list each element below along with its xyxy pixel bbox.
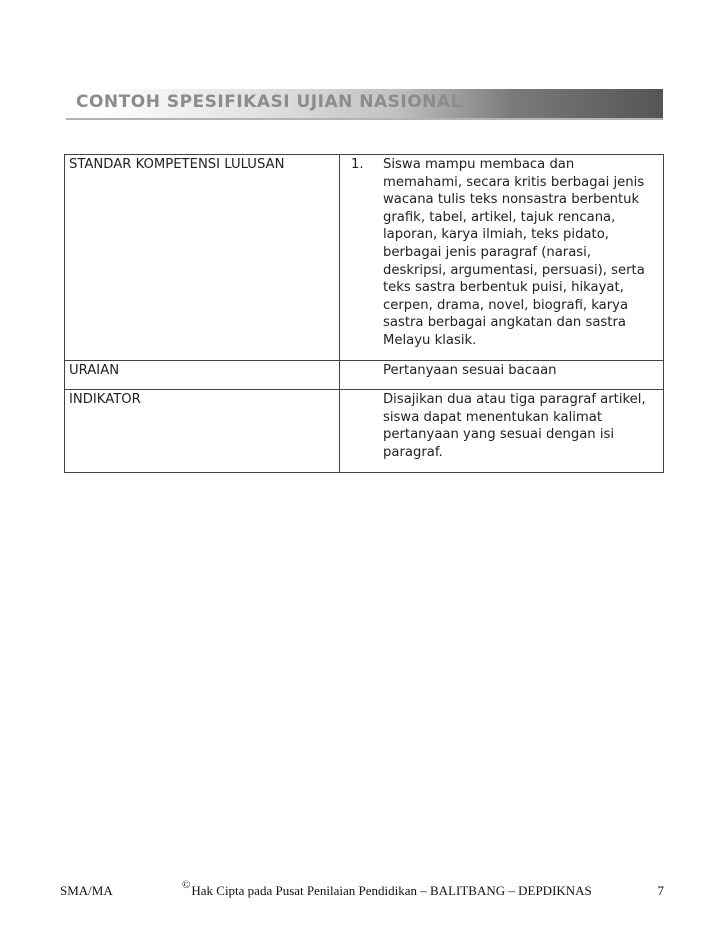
row-number	[340, 360, 384, 390]
table-row-uraian	[65, 360, 664, 390]
footer-school-level: SMA/MA	[60, 883, 113, 898]
row-number	[340, 390, 384, 472]
row-label: URAIAN	[65, 360, 340, 390]
footer-copyright-text: Hak Cipta pada Pusat Penilaian Pendidikan – BALITBANG – DEPDIKNAS	[191, 883, 592, 898]
section-title: CONTOH SPESIFIKASI UJIAN NASIONAL	[76, 92, 462, 112]
row-label: STANDAR KOMPETENSI LULUSAN	[65, 155, 340, 361]
row-number: 1.	[340, 155, 384, 361]
row-text: Pertanyaan sesuai bacaan	[383, 360, 664, 390]
row-text: Disajikan dua atau tiga paragraf artikel, siswa dapat menentukan kalimat pertanyaan yang sesuai dengan isi paragraf.	[383, 390, 664, 472]
table-row-indikator	[65, 390, 664, 472]
row-label: INDIKATOR	[65, 390, 340, 472]
row-text: Siswa mampu membaca dan memahami, secara kritis berbagai jenis wacana tulis teks nonsastra berbentuk grafik, tabel, artikel, tajuk rencana, laporan, karya ilmiah, teks pidato, berbagai jenis paragraf (narasi, deskripsi, argumentasi, persuasi), serta teks sastra berbentuk puisi, hikayat, cerpen, drama, novel, biografi, karya sastra berbagai angkatan dan sastra Melayu klasik.	[383, 155, 664, 361]
spec-table	[64, 154, 664, 473]
page-number: 7	[657, 883, 664, 898]
copyright-symbol: ©	[182, 879, 191, 891]
table-row-standar	[65, 155, 664, 361]
section-banner	[66, 89, 663, 120]
footer-copyright	[182, 879, 592, 899]
